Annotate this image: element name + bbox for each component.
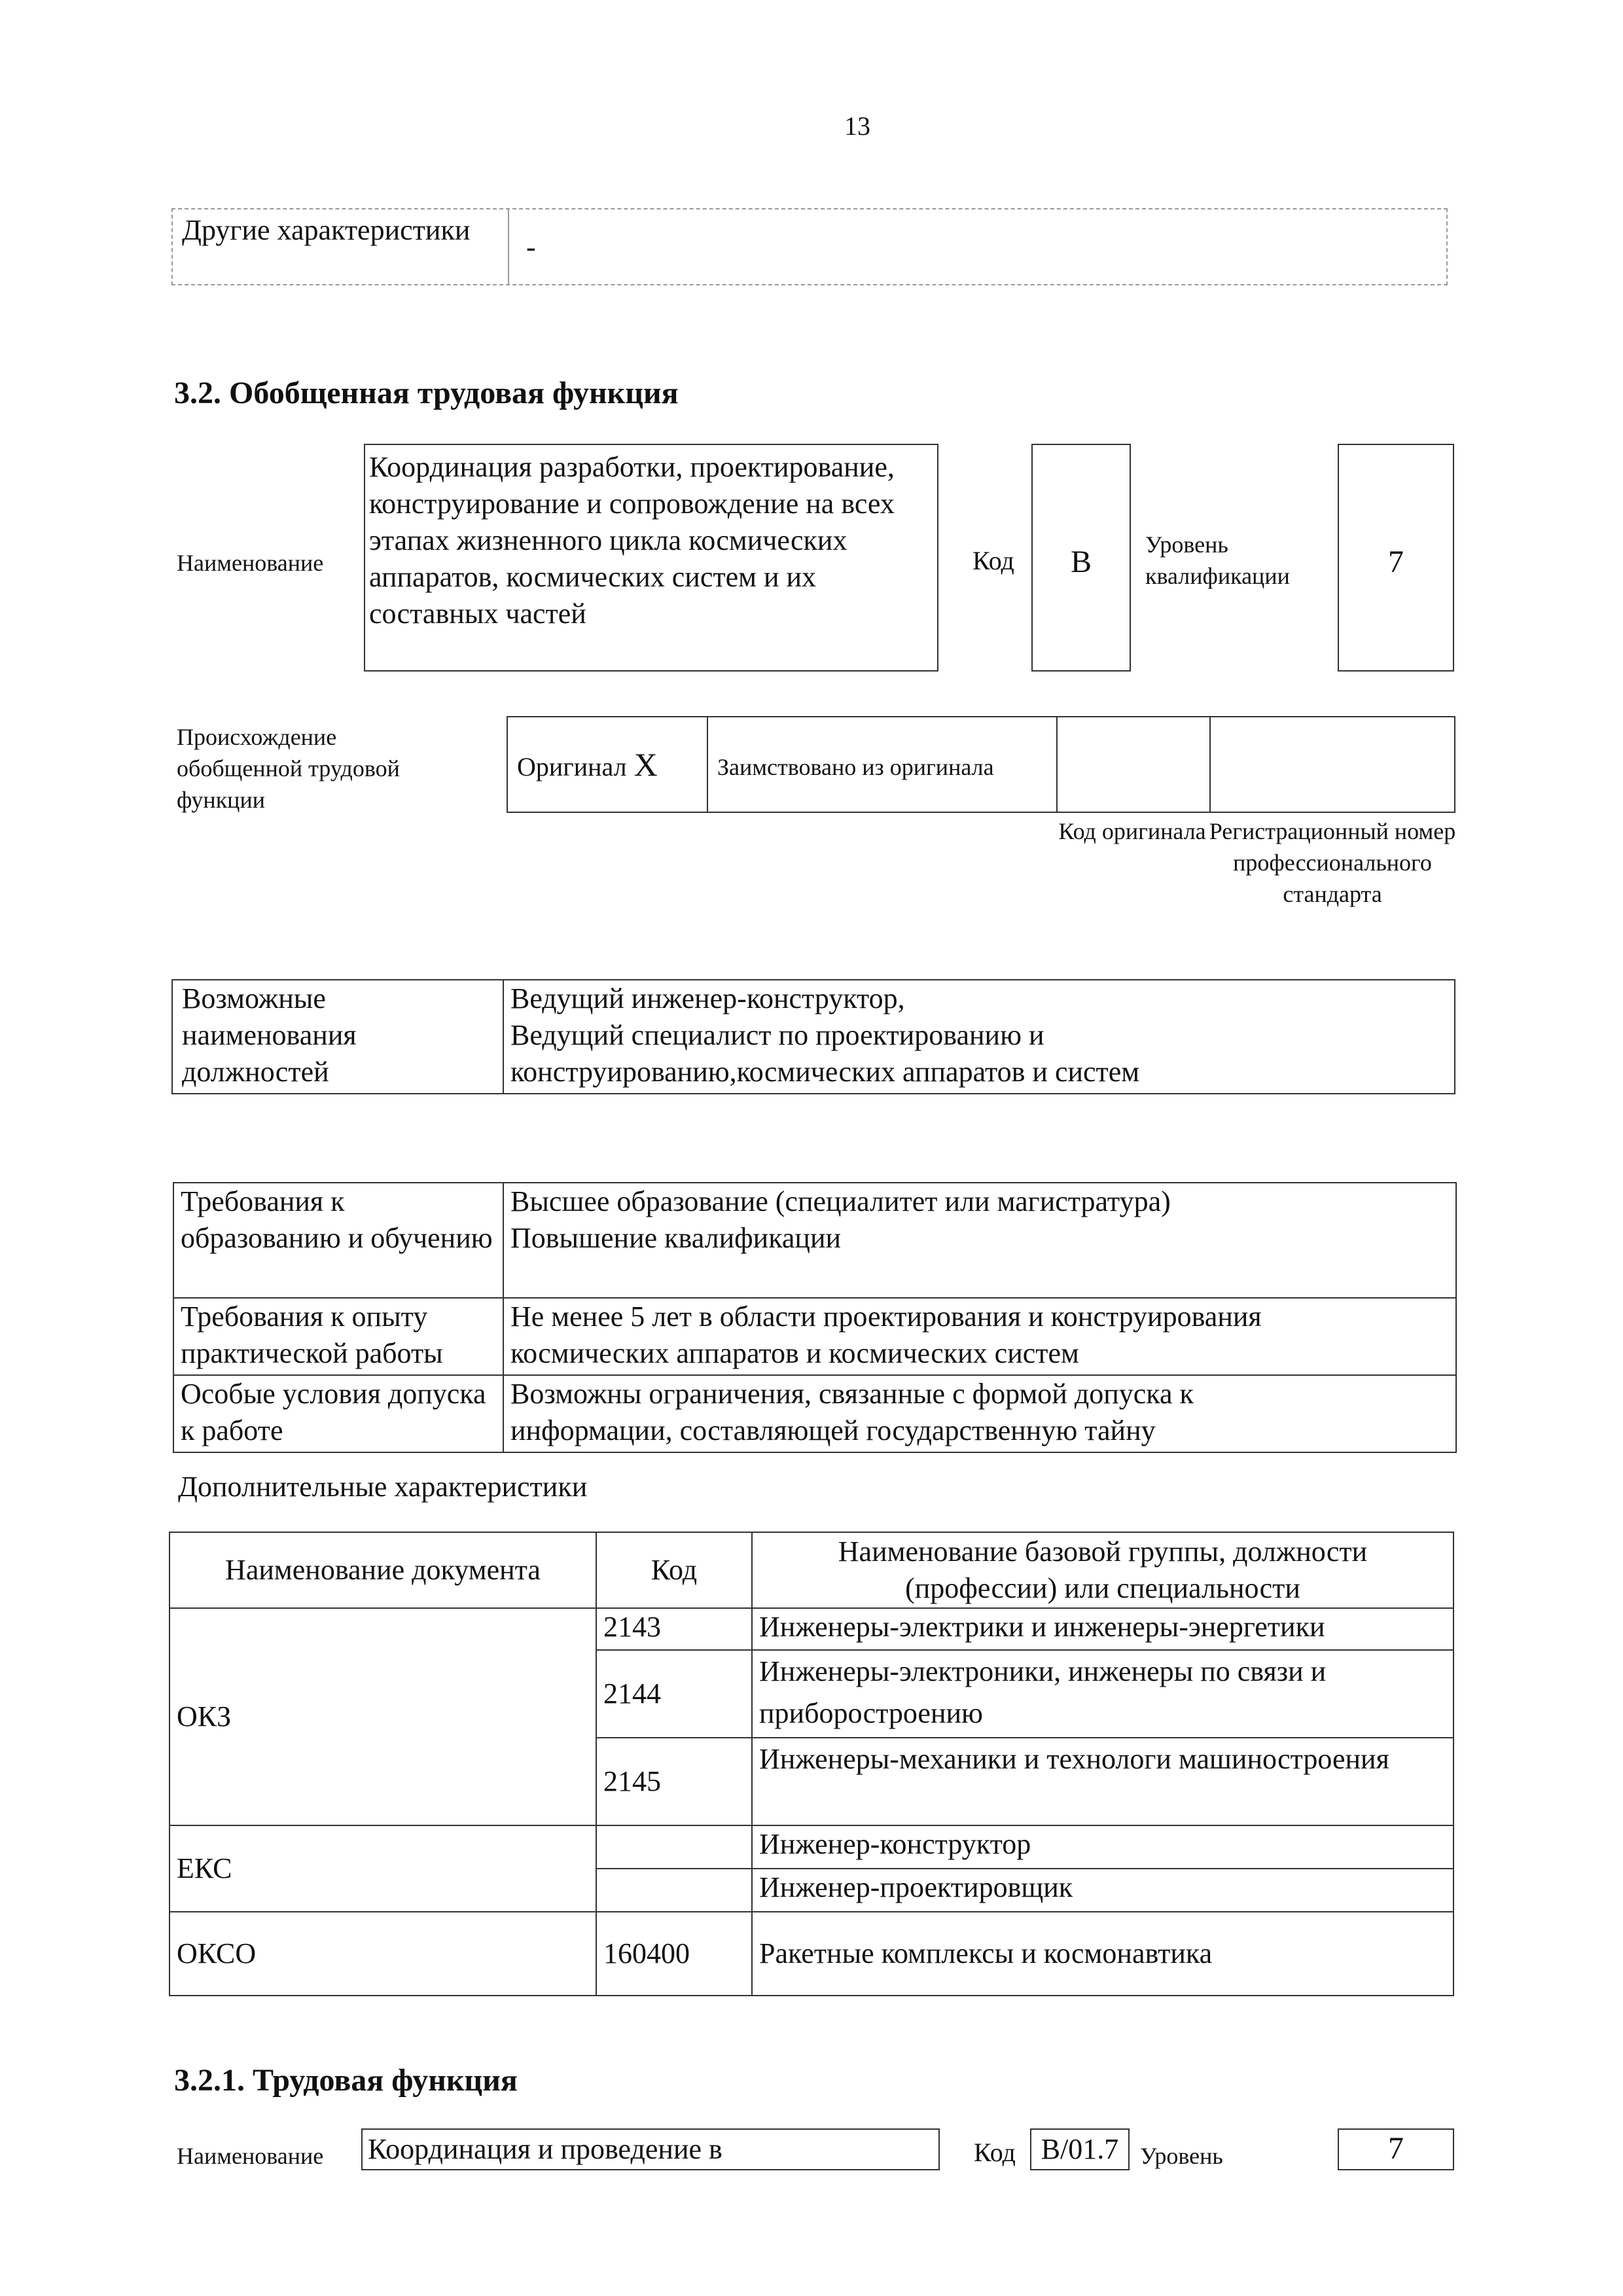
group-name-cell: Инженеры-электрики и инженеры-энергетики — [752, 1608, 1454, 1650]
section-heading: 3.2. Обобщенная трудовая функция — [174, 376, 679, 410]
code-cell — [596, 1825, 752, 1869]
table-row — [173, 1375, 1456, 1452]
table-row — [173, 1298, 1456, 1375]
requirement-line: Повышение квалификации — [510, 1222, 842, 1254]
borrowed-label: Заимствовано из оригинала — [717, 754, 994, 780]
table-header-row — [169, 1532, 1454, 1608]
column-header: Код — [596, 1532, 752, 1608]
original-mark: X — [633, 746, 658, 783]
requirements-table — [173, 1182, 1457, 1453]
divider — [508, 209, 509, 284]
name-label: Наименование — [177, 550, 324, 576]
code-cell — [596, 1869, 752, 1912]
positions-list — [510, 980, 1446, 1090]
origin-label: Происхождение обобщенной трудовой функции — [177, 724, 400, 813]
positions-label: Возможные наименования должностей — [182, 982, 357, 1088]
code-cell: 2145 — [596, 1738, 752, 1825]
page-number: 13 — [844, 111, 870, 141]
code-value-box: B — [1031, 444, 1131, 672]
column-header: Наименование документа — [169, 1532, 596, 1608]
document-cell: ОКСО — [169, 1912, 596, 1996]
code-label: Код — [974, 2138, 1016, 2167]
requirement-line: информации, составляющей государственную тайну — [510, 1414, 1156, 1446]
requirement-label: Особые условия допуска к работе — [173, 1375, 503, 1452]
divider — [1056, 717, 1058, 812]
additional-table — [169, 1532, 1454, 1996]
requirement-line: космических аппаратов и космических систем — [510, 1337, 1079, 1369]
function-name-box: Координация разработки, проектирование, конструирование и сопровождение на всех этапах жизненного цикла космических аппаратов, космических систем и их составных частей — [364, 444, 938, 672]
code-cell: 2144 — [596, 1650, 752, 1738]
other-characteristics-table — [171, 208, 1448, 285]
requirement-line: Высшее образование (специалитет или магистратура) — [510, 1185, 1171, 1217]
position-item: Ведущий специалист по проектированию и — [510, 1019, 1044, 1051]
original-cell — [517, 746, 658, 785]
group-name-cell: Ракетные комплексы и космонавтика — [752, 1912, 1454, 1996]
divider — [503, 980, 504, 1093]
code-cell: 2143 — [596, 1608, 752, 1650]
code-label: Код — [972, 546, 1014, 575]
code-original-caption: Код оригинала — [1058, 818, 1206, 844]
position-item: Ведущий инженер-конструктор, — [510, 982, 905, 1014]
divider — [1209, 717, 1211, 812]
registration-number-caption: Регистрационный номер профессионального стандарта — [1209, 818, 1456, 907]
code-cell: 160400 — [596, 1912, 752, 1996]
origin-table — [507, 716, 1455, 813]
additional-title: Дополнительные характеристики — [178, 1471, 588, 1503]
requirement-line: Не менее 5 лет в области проектирования и конструирования — [510, 1300, 1262, 1333]
position-item: конструированию,космических аппаратов и систем — [510, 1056, 1140, 1088]
labor-function-level-box: 7 — [1338, 2128, 1454, 2170]
subsection-heading: 3.2.1. Трудовая функция — [174, 2063, 518, 2098]
requirement-value — [503, 1298, 1456, 1375]
group-name-cell: Инженеры-электроники, инженеры по связи и приборостроению — [752, 1650, 1454, 1738]
document-cell: ОКЗ — [169, 1608, 596, 1825]
table-row — [169, 1608, 1454, 1650]
table-row — [173, 1183, 1456, 1298]
requirement-value — [503, 1375, 1456, 1452]
labor-function-name-box: Координация и проведение в — [361, 2128, 940, 2170]
positions-table — [171, 979, 1455, 1094]
table-row — [169, 1912, 1454, 1996]
requirement-label: Требования к образованию и обучению — [173, 1183, 503, 1298]
other-characteristics-value: - — [526, 231, 536, 263]
original-label: Оригинал — [517, 752, 627, 781]
table-row — [169, 1825, 1454, 1869]
requirement-label: Требования к опыту практической работы — [173, 1298, 503, 1375]
labor-function-code-box: B/01.7 — [1030, 2128, 1130, 2170]
group-name-cell: Инженер-конструктор — [752, 1825, 1454, 1869]
group-name-cell: Инженеры-механики и технологи машиностроения — [752, 1738, 1454, 1825]
document-cell: ЕКС — [169, 1825, 596, 1912]
level-label: Уровень квалификации — [1145, 531, 1290, 589]
name-label: Наименование — [177, 2143, 324, 2169]
divider — [707, 717, 708, 812]
requirement-line: Возможны ограничения, связанные с формой допуска к — [510, 1378, 1194, 1410]
group-name-cell: Инженер-проектировщик — [752, 1869, 1454, 1912]
level-label: Уровень — [1140, 2143, 1223, 2169]
level-value-box: 7 — [1338, 444, 1454, 672]
other-characteristics-label: Другие характеристики — [182, 214, 471, 246]
column-header: Наименование базовой группы, должности (профессии) или специальности — [752, 1532, 1454, 1608]
requirement-value — [503, 1183, 1456, 1298]
